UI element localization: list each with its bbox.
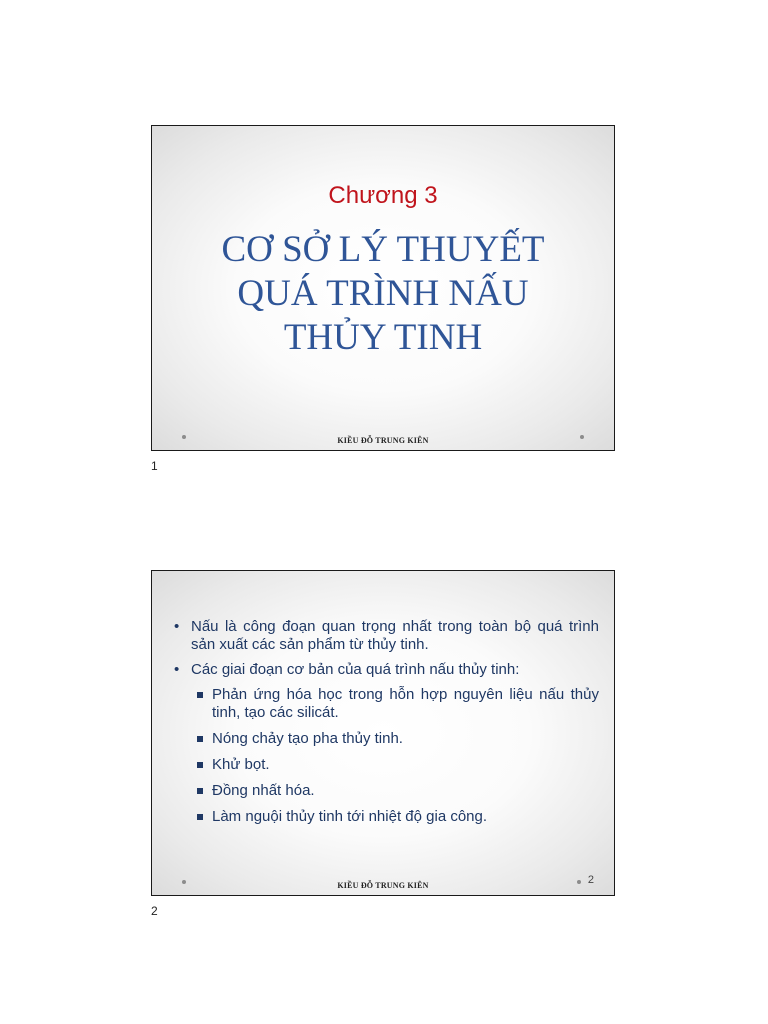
sub-bullet-text: Phản ứng hóa học trong hỗn hợp nguyên liệu nấu thủy tinh, tạo các silicát. — [212, 686, 599, 721]
slide-2 — [151, 570, 615, 896]
square-bullet-icon — [197, 736, 203, 742]
title-line: QUÁ TRÌNH NẤU — [237, 273, 529, 314]
slide-content — [172, 618, 599, 834]
title-line: THỦY TINH — [283, 317, 483, 358]
sub-bullet-text: Khử bọt. — [212, 756, 270, 773]
slide-title — [172, 228, 594, 360]
sub-bullet-item — [172, 782, 599, 800]
page-number: 1 — [151, 459, 158, 473]
bullet-icon: • — [174, 618, 180, 635]
slide-1 — [151, 125, 615, 451]
bullet-item — [172, 618, 599, 654]
square-bullet-icon — [197, 762, 203, 768]
slide-number: 2 — [587, 874, 594, 886]
square-bullet-icon — [197, 788, 203, 794]
sub-bullet-text: Làm nguội thủy tinh tới nhiệt độ gia công. — [212, 808, 488, 825]
slide-footer: KIỀU ĐỖ TRUNG KIÊN — [337, 436, 429, 445]
bullet-item — [172, 661, 599, 679]
title-line: CƠ SỞ LÝ THUYẾT — [221, 229, 545, 270]
sub-bullet-item — [172, 730, 599, 748]
square-bullet-icon — [197, 814, 203, 820]
slide-footer: KIỀU ĐỖ TRUNG KIÊN — [337, 881, 429, 890]
page-number: 2 — [151, 904, 158, 918]
bullet-text: Các giai đoạn cơ bản của quá trình nấu thủy tinh: — [191, 661, 520, 678]
chapter-label: Chương 3 — [328, 182, 438, 209]
sub-bullet-text: Nóng chảy tạo pha thủy tinh. — [212, 730, 403, 747]
sub-bullet-item — [172, 686, 599, 722]
sub-bullet-item — [172, 756, 599, 774]
sub-bullet-item — [172, 808, 599, 826]
sub-bullet-text: Đồng nhất hóa. — [212, 782, 315, 799]
square-bullet-icon — [197, 692, 203, 698]
bullet-text: Nấu là công đoạn quan trọng nhất trong toàn bộ quá trình sản xuất các sản phẩm từ thủy tinh. — [191, 618, 599, 653]
bullet-icon: • — [174, 661, 180, 678]
